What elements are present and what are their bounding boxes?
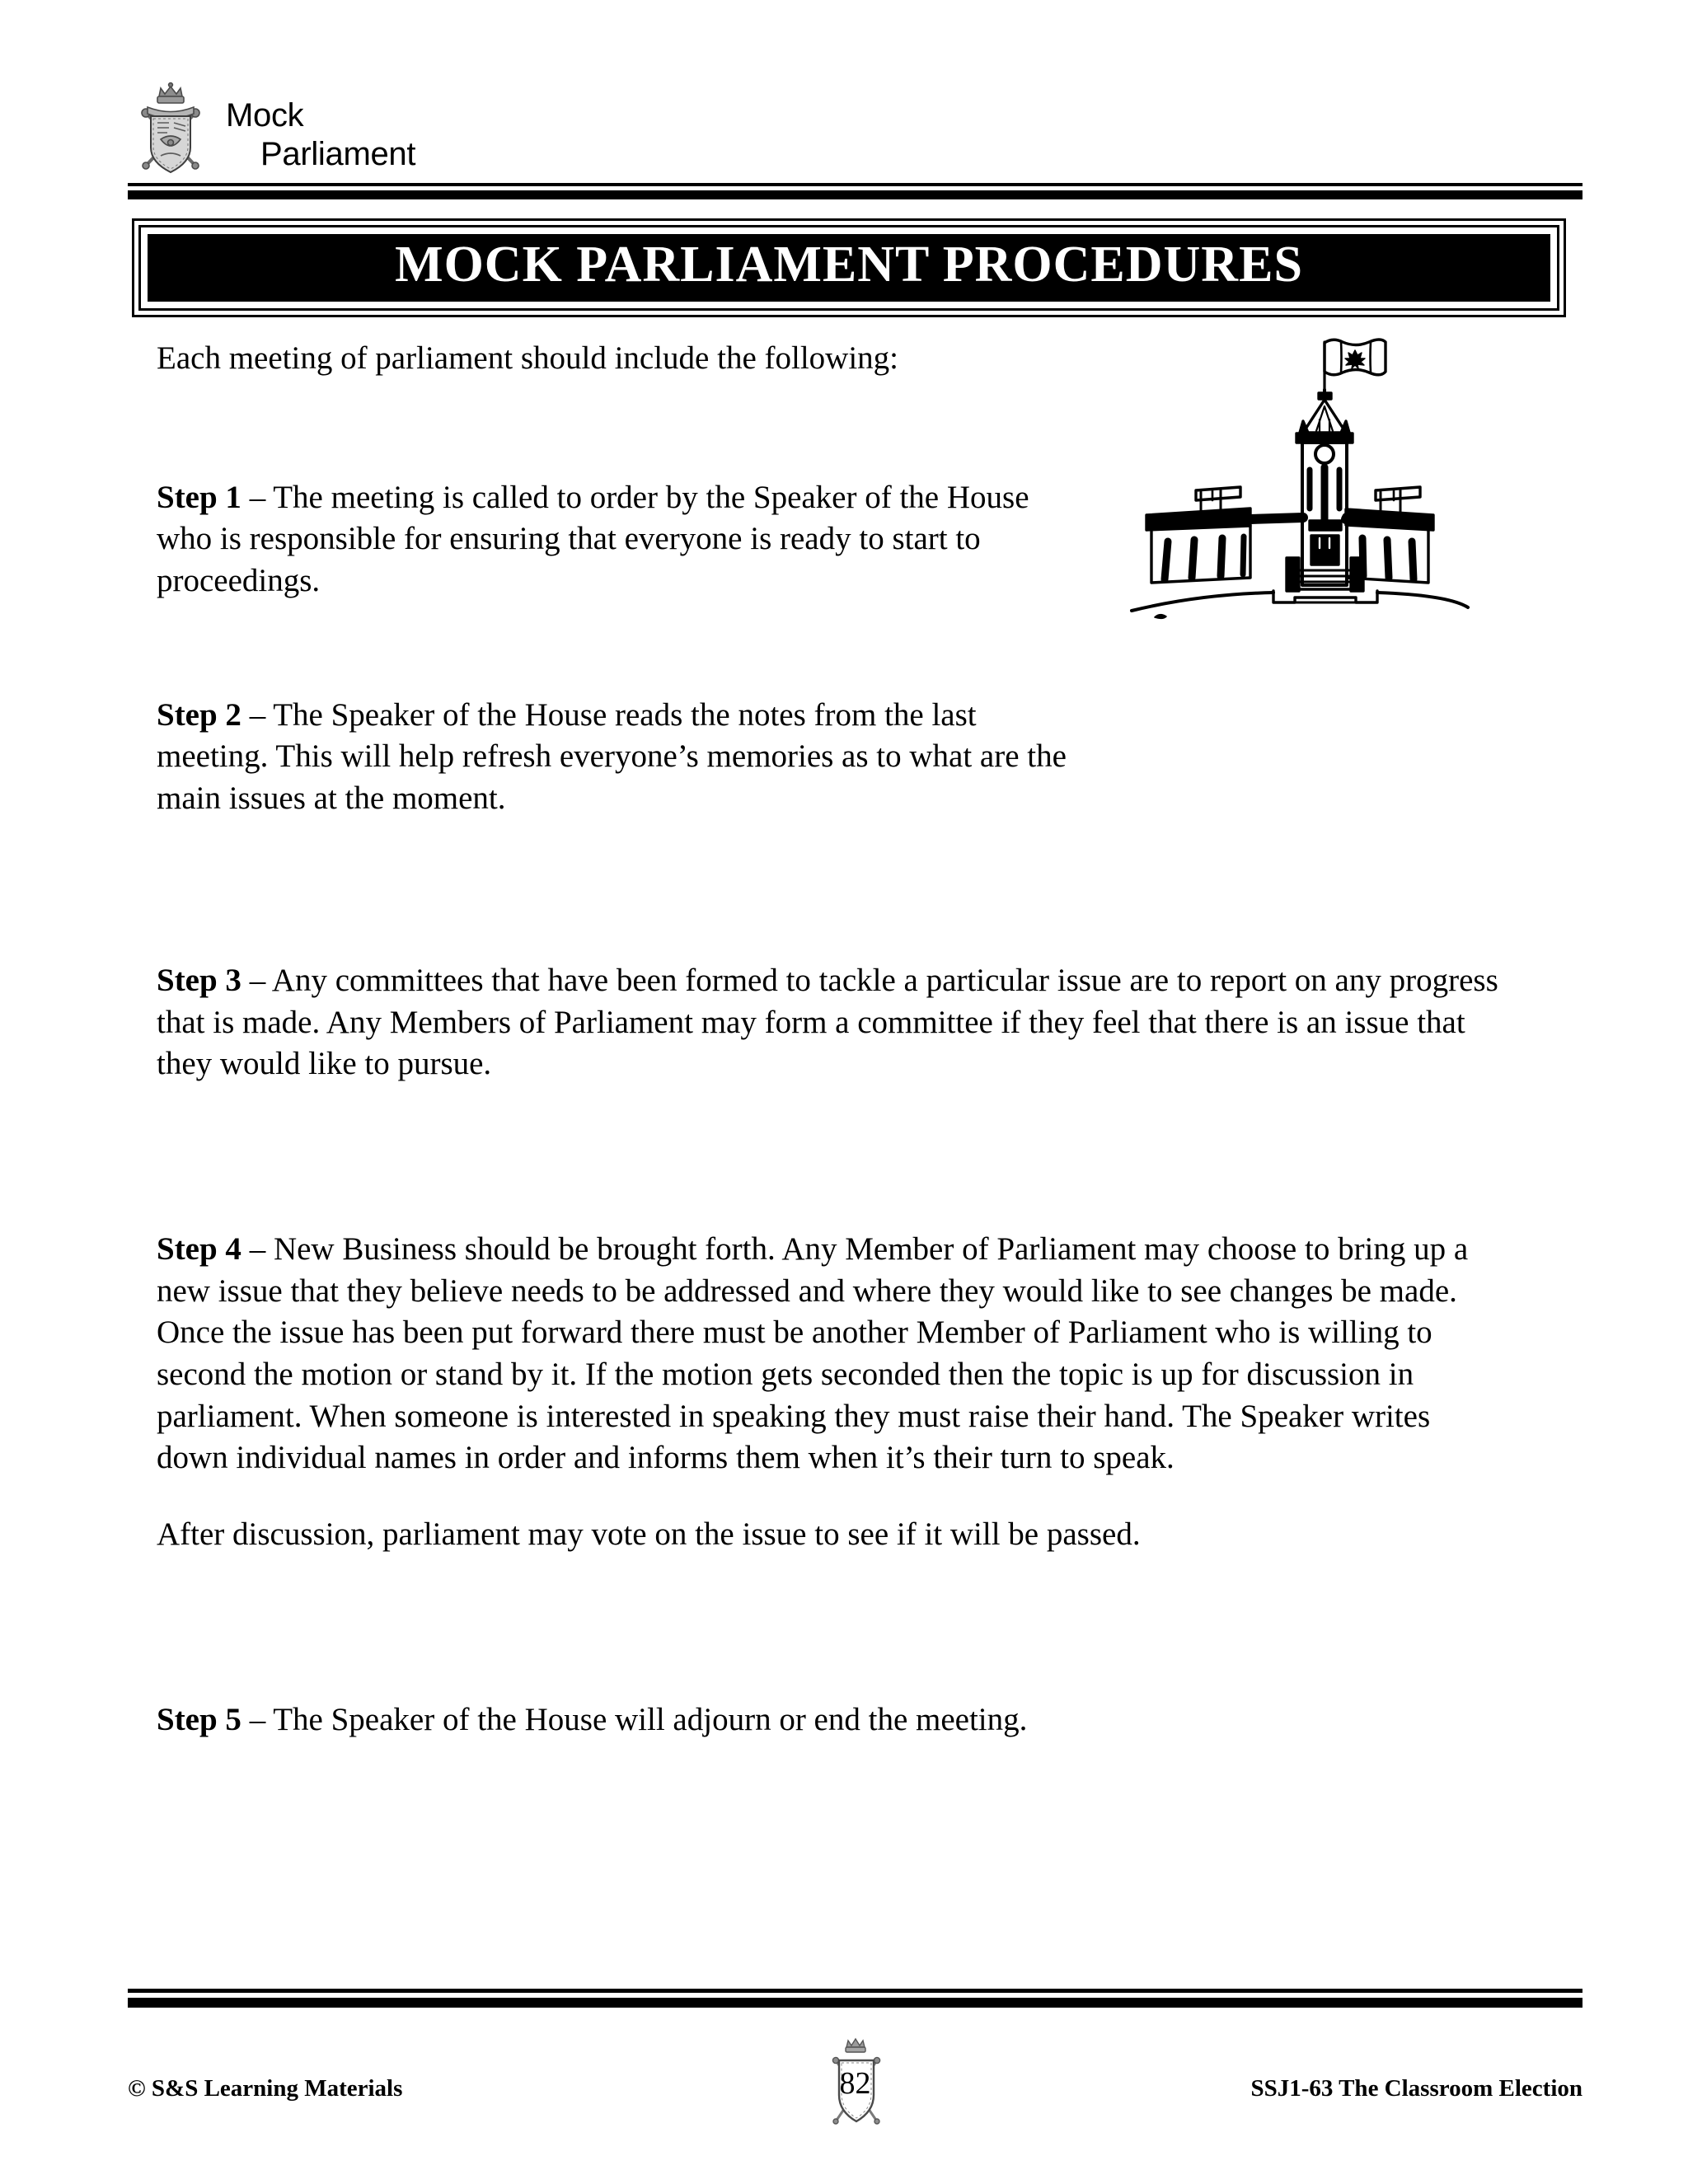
step-2-text: The Speaker of the House reads the notes from the last meeting. This will help refresh everyone’s memories as to what are the main issues at the moment. xyxy=(157,696,1067,817)
page-footer xyxy=(128,2036,1582,2126)
spacer xyxy=(157,1479,1508,1514)
copyright-text: © S&S Learning Materials xyxy=(128,2075,403,2102)
after-discussion-paragraph: After discussion, parliament may vote on the issue to see if it will be passed. xyxy=(157,1516,1141,1552)
footer-divider xyxy=(128,1989,1582,2008)
step-3-block xyxy=(157,960,1508,1085)
step-4-paragraph xyxy=(157,1229,1508,1479)
intro-paragraph: Each meeting of parliament should include the following: xyxy=(157,340,899,376)
step-2-dash: – xyxy=(241,696,274,733)
step-5-label: Step 5 xyxy=(157,1701,241,1737)
product-code-text: SSJ1-63 The Classroom Election xyxy=(1250,2075,1582,2102)
title-banner-inner-frame xyxy=(138,225,1559,311)
header-title-line-1: Mock xyxy=(226,97,304,134)
title-banner-frame xyxy=(132,218,1566,317)
header-title-line-2: Parliament xyxy=(260,136,416,173)
footer-divider-thick-rule xyxy=(128,1998,1582,2008)
step-2-block xyxy=(157,695,1092,820)
coat-of-arms-crest-icon xyxy=(128,80,214,177)
parliament-building-illustration xyxy=(1109,317,1471,626)
step-1-text: The meeting is called to order by the Speaker of the House who is responsible for ensuring that everyone is ready to start to proceedings. xyxy=(157,479,1029,599)
step-2-label: Step 2 xyxy=(157,696,241,733)
step-3-paragraph xyxy=(157,960,1508,1085)
page-number-crest xyxy=(808,2036,903,2131)
page-title: MOCK PARLIAMENT PROCEDURES xyxy=(148,234,1550,302)
step-1-label: Step 1 xyxy=(157,479,241,515)
page-header xyxy=(128,78,1578,185)
step-5-text: The Speaker of the House will adjourn or end the meeting. xyxy=(273,1701,1028,1737)
header-divider-thick-rule xyxy=(128,190,1582,199)
step-5-dash: – xyxy=(241,1701,274,1737)
spacer xyxy=(157,820,1508,960)
page-number: 82 xyxy=(839,2066,871,2101)
step-1-block xyxy=(157,477,1092,602)
step-2-paragraph xyxy=(157,695,1092,820)
spacer xyxy=(157,1085,1508,1229)
header-title xyxy=(226,78,415,174)
step-4-label: Step 4 xyxy=(157,1230,241,1267)
step-3-text: Any committees that have been formed to tackle a particular issue are to report on any progress that is made. Any Members of Parliament may form a committee if they feel that there is an issue that they would like to pursue. xyxy=(157,962,1498,1082)
step-5-block xyxy=(157,1699,1508,1741)
step-4-block xyxy=(157,1229,1508,1479)
step-4-dash: – xyxy=(241,1230,274,1267)
step-3-label: Step 3 xyxy=(157,962,241,998)
step-3-dash: – xyxy=(241,962,272,998)
step-1-dash: – xyxy=(241,479,274,515)
spacer xyxy=(157,1556,1508,1699)
step-4-text: New Business should be brought forth. Any Member of Parliament may choose to bring up a new issue that they believe needs to be addressed and where they would like to see changes be made. Once the issue has been put forward there must be another Member of Parliament who is willing to second the motion or stand by it. If the motion gets seconded then the topic is up for discussion in parliament. When someone is interested in speaking they must raise their hand. The Speaker writes down individual names in order and informs them when it’s their turn to speak. xyxy=(157,1230,1469,1476)
step-1-paragraph xyxy=(157,477,1092,602)
step-5-paragraph xyxy=(157,1699,1508,1741)
header-divider xyxy=(128,183,1582,199)
